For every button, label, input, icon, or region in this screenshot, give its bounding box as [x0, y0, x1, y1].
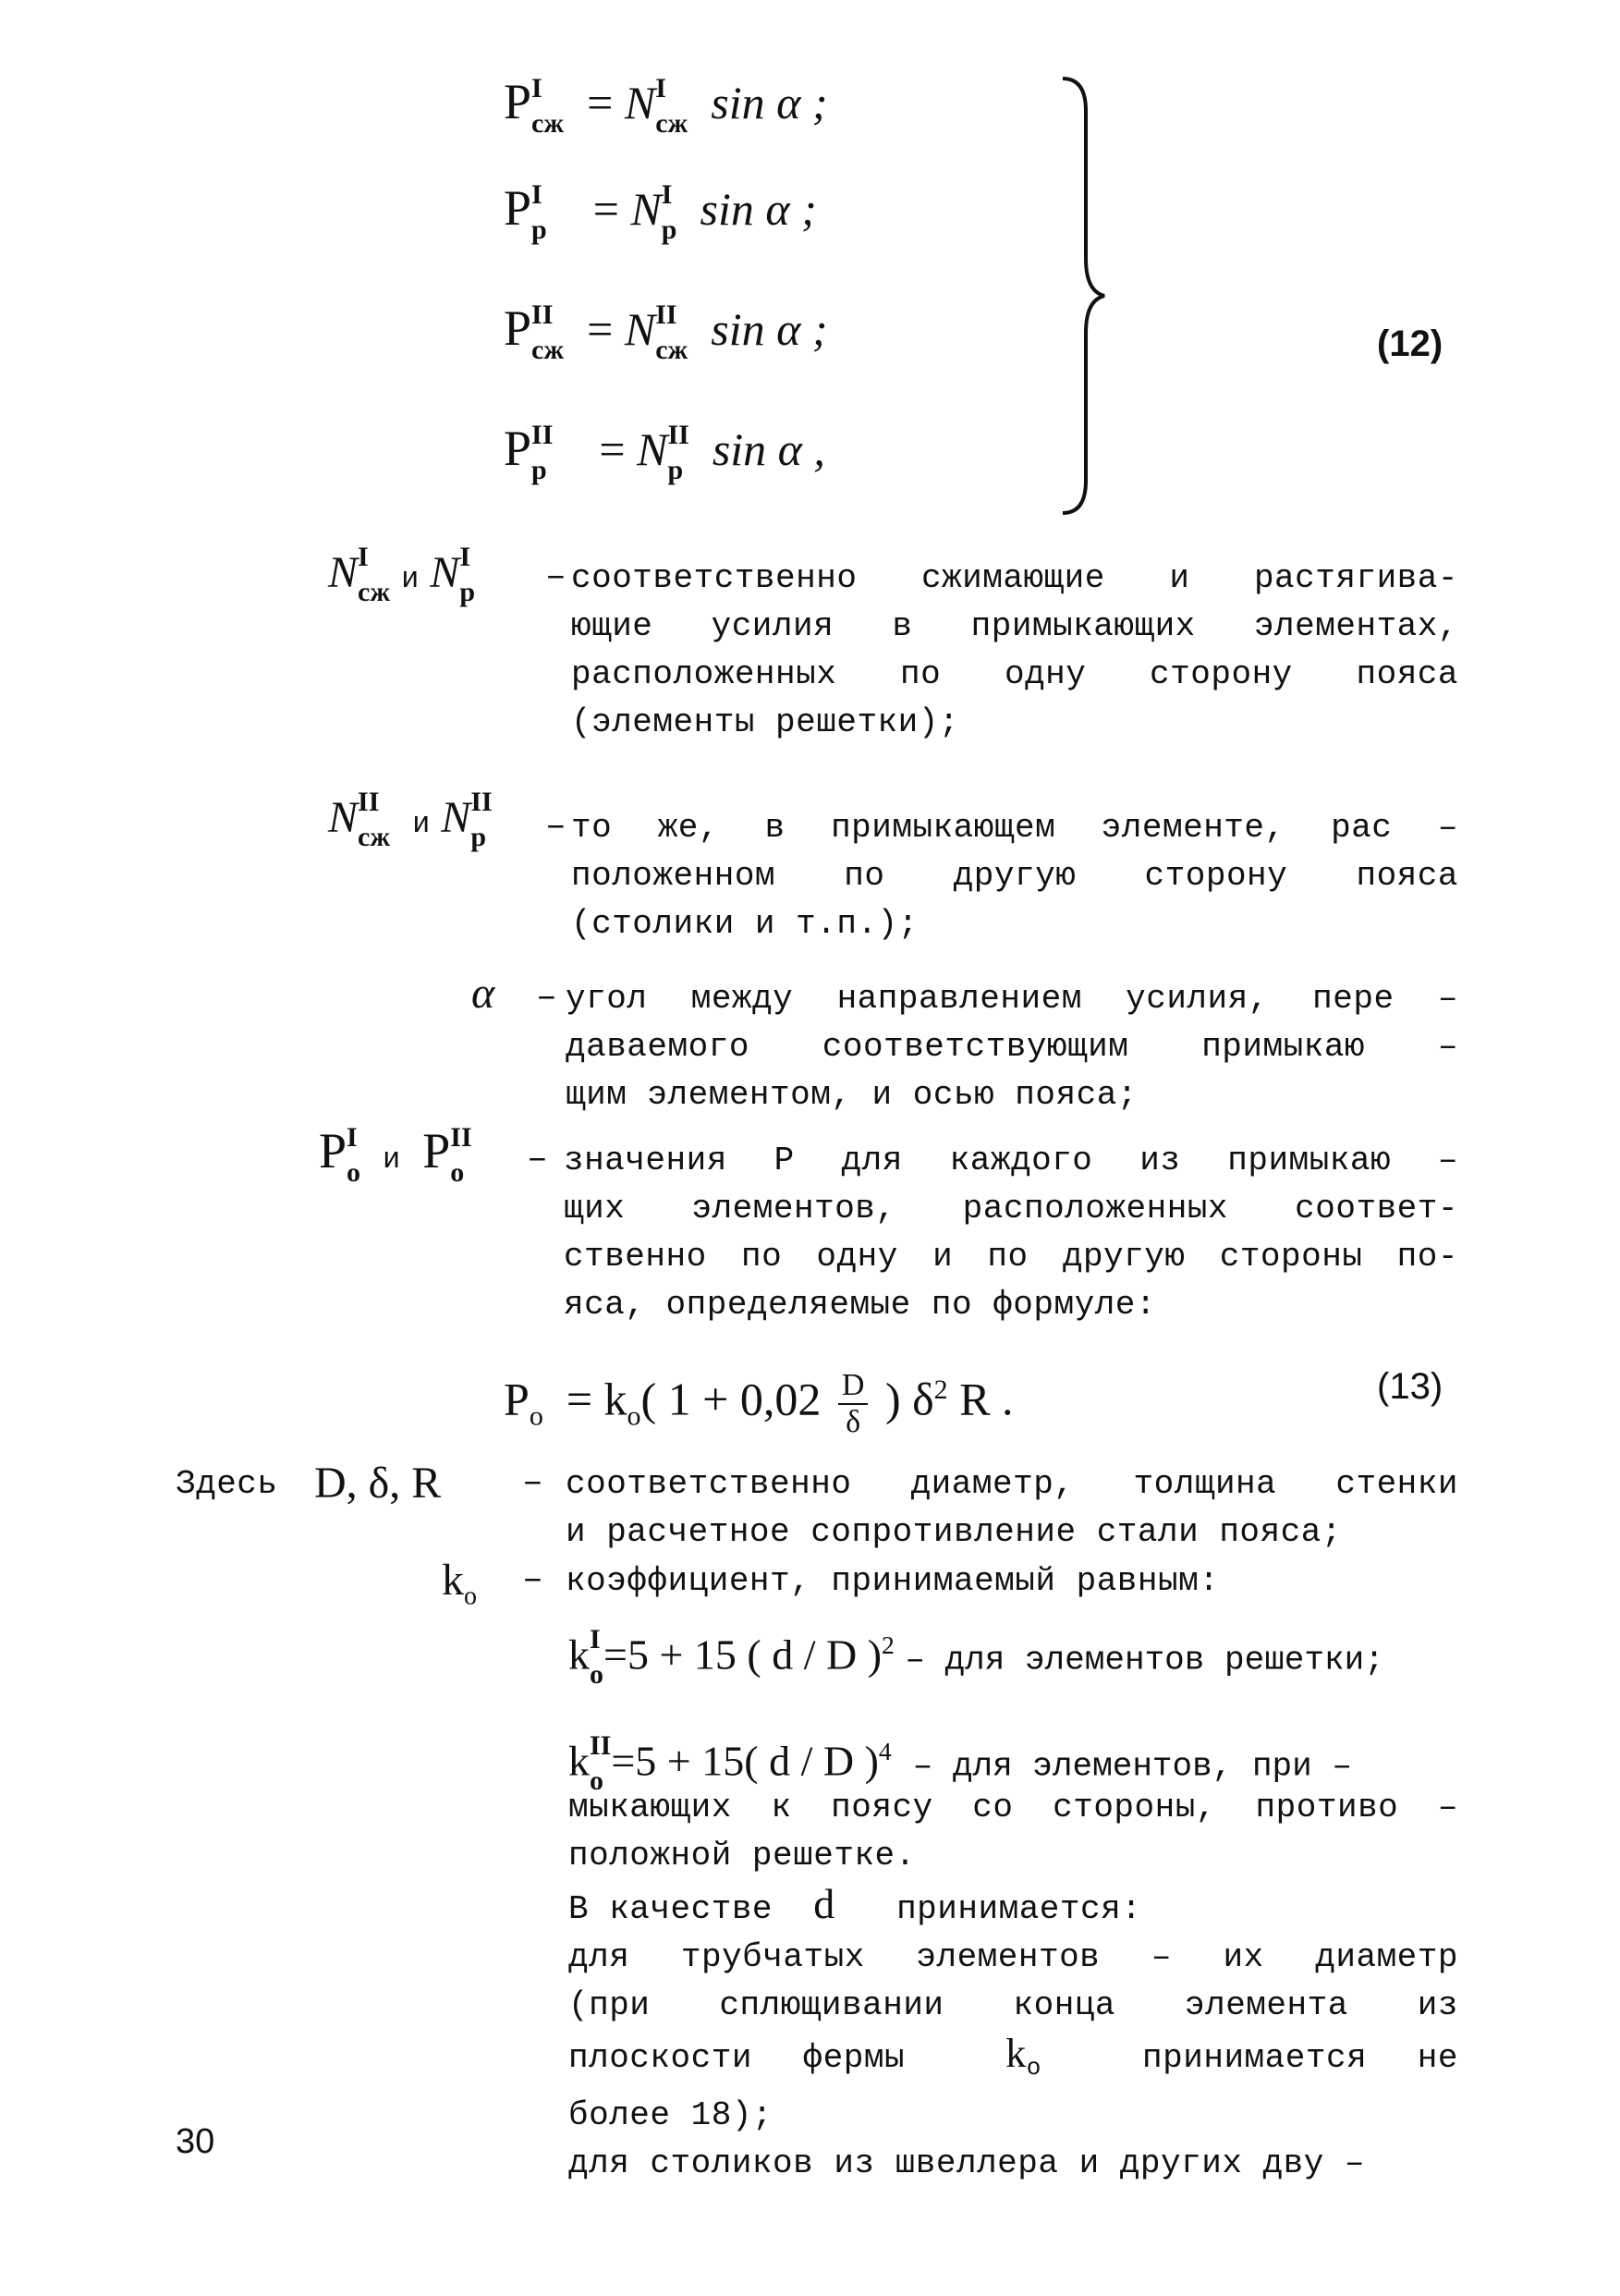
def2-symbol: N II сж и N II р — [328, 786, 493, 852]
def3-symbol: α — [471, 969, 495, 1018]
k0-symbol: $k_о$ — [442, 1556, 477, 1611]
def3-text: угол между направлением усилия, пере – даваемого соответствующим примыкаю – щим элементом, и осью пояса; — [566, 980, 1458, 1114]
plane-line: плоскости фермы $k_о$ принимается не — [568, 2031, 1458, 2082]
def2-text: то же, в примыкающем элементе, рас – положенном по другую сторону пояса (столики и т.п.); — [571, 809, 1458, 943]
as-d-line: В качестве d принимается: — [568, 1880, 1142, 1928]
fraction-D-delta: $\frac{D}{\delta}$ — [838, 1368, 869, 1440]
here-dash: – — [522, 1463, 543, 1503]
eq12-line-2: P I р = N I р sin α ; — [504, 178, 817, 245]
equation-number-12: (12) — [1377, 324, 1443, 364]
def4-text: значения P для каждого из примыкаю – щих элементов, расположенных соответ- ственно по одну и по другую стороны по- яса, определяемые по формуле: — [564, 1142, 1458, 1324]
here-text: соответственно диаметр, толщина стенки и расчетное сопротивление стали пояса; — [566, 1465, 1458, 1551]
k0-dash: – — [522, 1560, 543, 1600]
def3-dash: – — [536, 978, 557, 1018]
here-symbols: D, δ, R — [314, 1459, 442, 1508]
k0-formula-2: k II о =5 + 15( d / D )$^4$ – для элементов, при – — [568, 1729, 1352, 1796]
def4-symbol: P I о и P II о — [319, 1121, 472, 1188]
def4-dash: – — [527, 1140, 548, 1179]
right-brace — [1058, 74, 1114, 518]
def1-text: соответственно сжимающие и растягива- ющие усилия в примыкающих элементах, расположенных по одну сторону пояса (элементы решетки); — [571, 559, 1458, 741]
k0-text: коэффициент, принимаемый равным: — [566, 1562, 1220, 1600]
here-lead: Здесь — [176, 1465, 278, 1503]
eq12-line-1: P I сж = N I сж sin α ; — [504, 72, 828, 139]
formula-13: $P_о = k_о$( 1 + 0,02 $\frac{D}{\delta}$ ) $\delta^2$ R . — [504, 1368, 1014, 1439]
def1-dash: – — [545, 557, 566, 597]
page-number: 30 — [176, 2122, 215, 2161]
def1-symbol: N I сж и N I р — [328, 541, 475, 607]
eq12-line-3: P II сж = N II сж sin α ; — [504, 299, 828, 365]
def2-dash: – — [545, 807, 566, 847]
equation-number-13: (13) — [1377, 1366, 1443, 1407]
k0-text-block: мыкающих к поясу со стороны, противо – положной решетке. В качестве d принимается: для трубчатых элементов – их диаметр (при сплющивании конца элемента из плоскости фермы $k_о$ принимается не более 18); для столиков из швеллера и других дву – — [568, 1789, 1458, 2183]
eq12-line-4: P II р = N II р sin α , — [504, 419, 825, 485]
k0-formula-1: k I о =5 + 15 ( d / D )$^2$ – для элементов решетки; — [568, 1623, 1384, 1690]
